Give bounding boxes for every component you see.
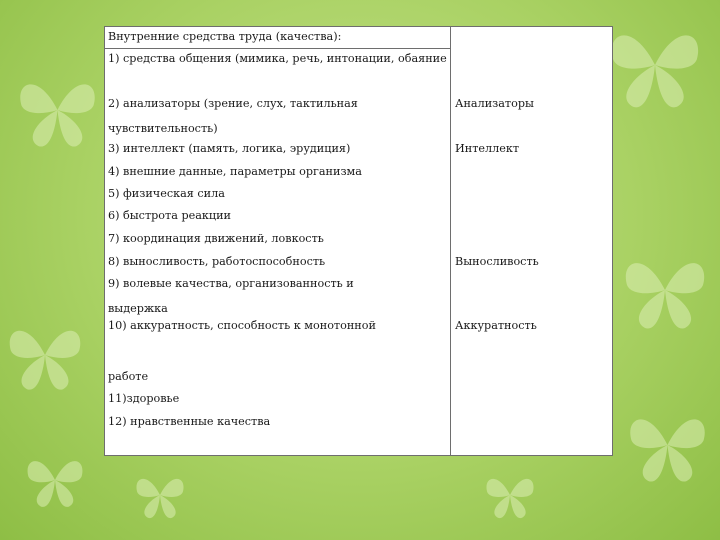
header-divider [105,48,450,49]
butterfly-icon [620,390,715,500]
butterfly-icon [20,440,90,520]
table-header: Внутренние средства труда (качества): [108,30,342,43]
butterfly-icon [600,0,710,130]
list-item: чувствительность) [108,122,218,135]
list-item: 7) координация движений, ловкость [108,232,324,245]
butterfly-icon [480,460,540,530]
list-item: выдержка [108,302,168,315]
list-item: 9) волевые качества, организованность и [108,277,354,290]
list-item: 2) анализаторы (зрение, слух, тактильная [108,97,358,110]
category-label: Анализаторы [455,97,534,110]
list-item: 8) выносливость, работоспособность [108,255,326,268]
list-item: 6) быстрота реакции [108,209,231,222]
butterfly-icon [615,230,715,350]
category-label: Аккуратность [455,319,537,332]
list-item: 1) средства общения (мимика, речь, интонации, обаяние [108,52,447,65]
list-item: 4) внешние данные, параметры организма [108,165,362,178]
qualities-table [104,26,613,456]
list-item: 11)здоровье [108,392,180,405]
butterfly-icon [130,460,190,530]
list-item: 3) интеллект (память, логика, эрудиция) [108,142,351,155]
list-item: работе [108,370,149,383]
category-label: Интеллект [455,142,520,155]
butterfly-icon [10,50,105,170]
list-item: 12) нравственные качества [108,415,271,428]
column-divider [450,27,451,455]
list-item: 10) аккуратность, способность к монотонной [108,319,376,332]
butterfly-icon [0,300,90,410]
list-item: 5) физическая сила [108,187,225,200]
category-label: Выносливость [455,255,539,268]
